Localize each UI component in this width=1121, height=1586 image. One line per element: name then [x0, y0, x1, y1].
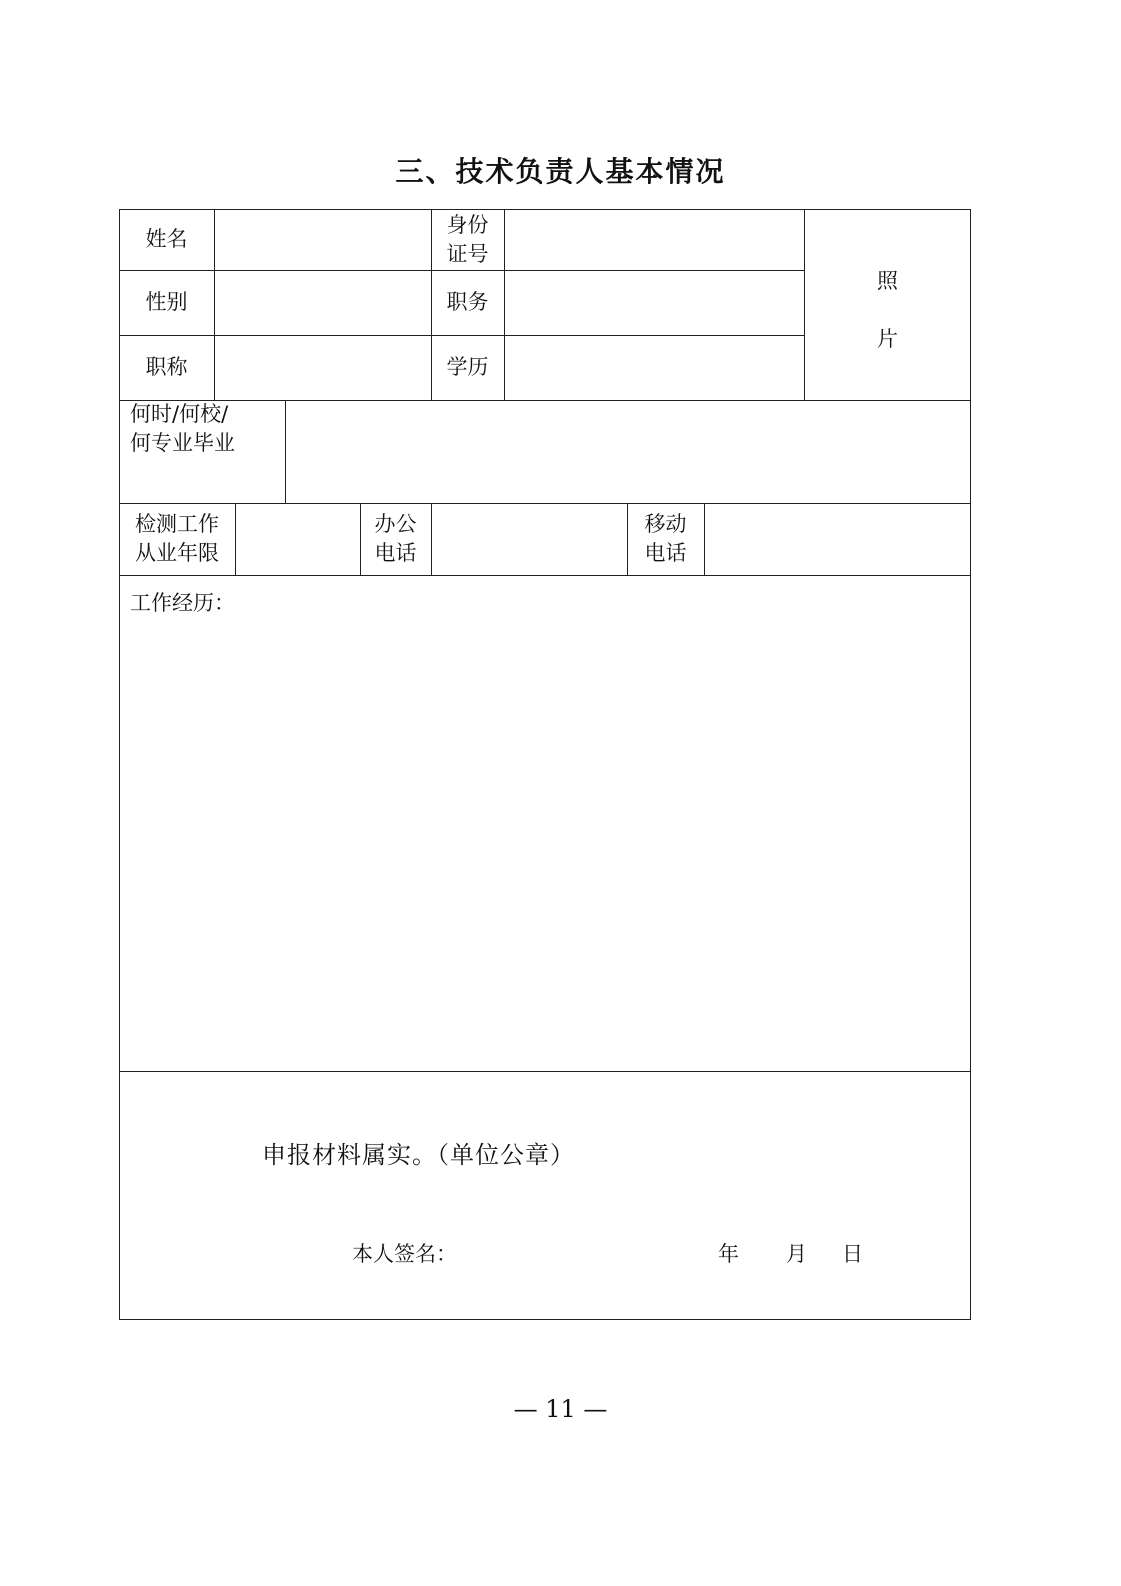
years-label-line1: 检测工作 [135, 512, 219, 536]
signature-field[interactable] [460, 1232, 700, 1268]
years-field[interactable] [236, 504, 359, 574]
office-phone-label-line2: 电话 [374, 541, 417, 565]
id-label-line1: 身份 [446, 212, 489, 237]
office-phone-label [360, 503, 431, 575]
page-number: — 11 — [513, 1395, 608, 1423]
signature-label: 本人签名： [352, 1242, 457, 1266]
mobile-phone-label [627, 503, 704, 575]
name-field[interactable] [215, 210, 430, 269]
graduation-field[interactable] [286, 401, 970, 502]
declaration-text: 申报材料属实。（单位公章） [262, 1141, 575, 1169]
month-label: 月 [786, 1242, 807, 1266]
row-divider [119, 1071, 971, 1072]
graduation-label [130, 400, 285, 503]
photo-box[interactable] [805, 210, 970, 399]
mobile-label-line1: 移动 [644, 512, 687, 536]
day-label: 日 [842, 1242, 863, 1266]
page-title: 三、技术负责人基本情况 [395, 155, 726, 188]
name-label: 姓名 [145, 227, 188, 251]
years-label-line2: 从业年限 [135, 541, 219, 565]
graduation-label-line2: 何专业毕业 [130, 431, 235, 455]
office-phone-label-line1: 办公 [374, 512, 417, 536]
id-label-line2: 证号 [446, 241, 489, 266]
education-field[interactable] [505, 336, 803, 399]
gender-field[interactable] [215, 271, 430, 334]
graduation-label-line1: 何时/何校/ [130, 402, 229, 426]
id-number-field[interactable] [505, 210, 803, 269]
row-divider [119, 575, 971, 576]
mobile-phone-field[interactable] [705, 504, 970, 574]
gender-label: 性别 [145, 290, 188, 314]
years-label [119, 503, 235, 575]
photo-label-char2: 片 [877, 327, 898, 351]
education-label: 学历 [446, 355, 489, 379]
work-history-field[interactable] [120, 620, 970, 1070]
mobile-label-line2: 电话 [644, 541, 687, 565]
photo-label-char1: 照 [877, 269, 898, 293]
work-history-label: 工作经历： [130, 590, 235, 615]
title-field[interactable] [215, 336, 430, 399]
id-number-label [431, 209, 504, 270]
title-label: 职称 [145, 355, 188, 379]
position-field[interactable] [505, 271, 803, 334]
position-label: 职务 [446, 290, 489, 314]
year-label: 年 [718, 1242, 739, 1266]
office-phone-field[interactable] [432, 504, 626, 574]
